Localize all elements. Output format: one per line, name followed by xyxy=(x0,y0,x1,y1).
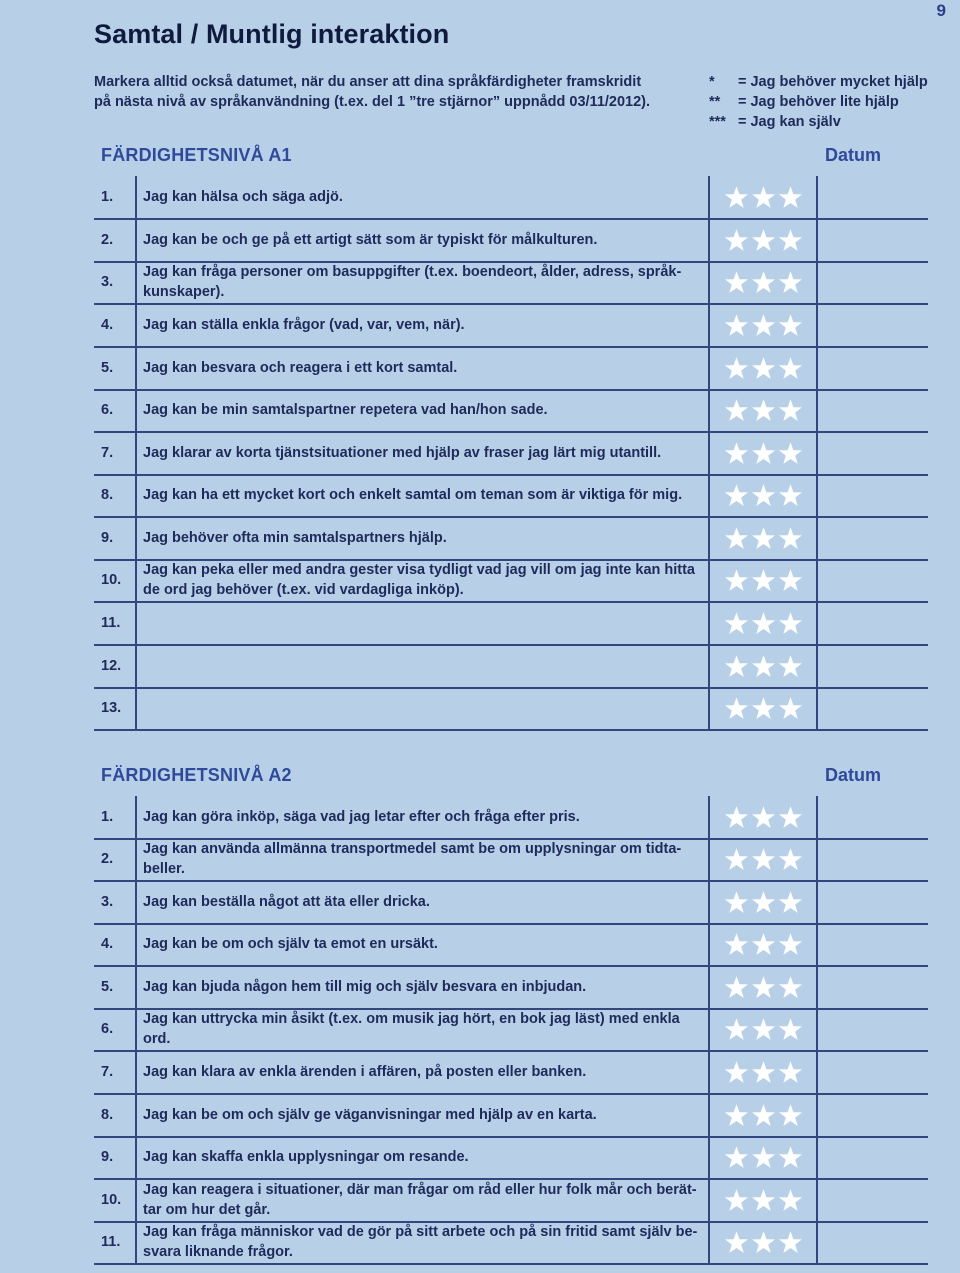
star-icon[interactable] xyxy=(778,356,803,381)
column-divider xyxy=(816,1221,818,1263)
column-divider xyxy=(816,602,818,644)
star-icon[interactable] xyxy=(724,975,749,1000)
datum-label: Datum xyxy=(825,145,882,165)
skill-row xyxy=(94,645,928,689)
star-icon[interactable] xyxy=(751,185,776,210)
star-icon[interactable] xyxy=(751,568,776,593)
column-divider xyxy=(135,432,137,474)
star-icon[interactable] xyxy=(778,526,803,551)
skill-row xyxy=(94,1136,928,1180)
datum-label: Datum xyxy=(825,765,882,785)
legend-text: = Jag behöver mycket hjälp xyxy=(738,74,928,90)
column-divider xyxy=(135,838,137,880)
star-icon[interactable] xyxy=(778,654,803,679)
intro-line: Markera alltid också datumet, när du anser att dina språkfärdigheter framskridit xyxy=(94,74,642,90)
item-number: 1. xyxy=(101,809,114,825)
item-text xyxy=(143,687,703,729)
star-rating[interactable] xyxy=(724,1008,803,1050)
star-rating[interactable] xyxy=(724,966,803,1008)
skill-row xyxy=(94,602,928,646)
star-rating[interactable] xyxy=(724,1221,803,1263)
star-icon[interactable] xyxy=(778,611,803,636)
star-icon[interactable] xyxy=(724,483,749,508)
star-rating[interactable] xyxy=(724,176,803,218)
item-number: 11. xyxy=(101,1234,121,1250)
star-icon[interactable] xyxy=(778,1060,803,1085)
star-icon[interactable] xyxy=(724,932,749,957)
item-number: 1. xyxy=(101,189,114,205)
column-divider xyxy=(135,923,137,965)
skill-row xyxy=(94,966,928,1010)
star-icon[interactable] xyxy=(751,890,776,915)
item-text: Jag kan hälsa och säga adjö. xyxy=(143,189,343,205)
item-number: 13. xyxy=(101,700,122,716)
column-divider xyxy=(135,645,137,687)
star-icon[interactable] xyxy=(751,805,776,830)
column-divider xyxy=(816,966,818,1008)
column-divider xyxy=(816,838,818,880)
column-divider xyxy=(135,176,137,218)
star-icon[interactable] xyxy=(724,1145,749,1170)
star-icon[interactable] xyxy=(724,1230,749,1255)
skill-row xyxy=(94,559,928,603)
star-rating[interactable] xyxy=(724,602,803,644)
column-divider xyxy=(816,881,818,923)
star-icon[interactable] xyxy=(751,1145,776,1170)
item-text: Jag kan be min samtalspartner repetera vad han/hon sade. xyxy=(143,402,548,418)
star-icon[interactable] xyxy=(778,1017,803,1042)
star-icon[interactable] xyxy=(724,568,749,593)
column-divider xyxy=(708,838,710,880)
column-divider xyxy=(135,1221,137,1263)
item-number: 2. xyxy=(101,851,114,867)
star-icon[interactable] xyxy=(778,185,803,210)
item-number: 6. xyxy=(101,402,114,418)
column-divider xyxy=(816,687,818,729)
column-divider xyxy=(816,1008,818,1050)
item-text: Jag kan be om och själv ge väganvisningar med hjälp av en karta. xyxy=(143,1107,597,1123)
column-divider xyxy=(816,1136,818,1178)
star-icon[interactable] xyxy=(751,526,776,551)
column-divider xyxy=(135,389,137,431)
star-rating[interactable] xyxy=(724,1136,803,1178)
skill-row xyxy=(94,1008,928,1052)
star-icon[interactable] xyxy=(724,356,749,381)
column-divider xyxy=(708,389,710,431)
column-divider xyxy=(135,602,137,644)
column-divider xyxy=(816,474,818,516)
column-divider xyxy=(135,261,137,303)
skill-row xyxy=(94,1094,928,1138)
skill-row xyxy=(94,474,928,518)
column-divider xyxy=(816,261,818,303)
star-icon[interactable] xyxy=(751,1060,776,1085)
star-icon[interactable] xyxy=(778,696,803,721)
column-divider xyxy=(816,1051,818,1093)
legend-text: = Jag behöver lite hjälp xyxy=(738,94,899,110)
column-divider xyxy=(135,881,137,923)
star-icon[interactable] xyxy=(751,270,776,295)
legend-symbol: ** xyxy=(709,94,721,110)
item-number: 12. xyxy=(101,658,122,674)
item-text: Jag kan be och ge på ett artigt sätt som är typiskt för målkulturen. xyxy=(143,232,598,248)
item-text: Jag kan besvara och reagera i ett kort samtal. xyxy=(143,360,458,376)
page-number: 9 xyxy=(936,1,946,20)
item-number: 10. xyxy=(101,1192,122,1208)
star-icon[interactable] xyxy=(751,696,776,721)
star-icon[interactable] xyxy=(751,398,776,423)
star-rating[interactable] xyxy=(724,687,803,729)
column-divider xyxy=(816,1094,818,1136)
star-rating[interactable] xyxy=(724,1179,803,1221)
column-divider xyxy=(708,261,710,303)
column-divider xyxy=(816,176,818,218)
item-text: Jag kan uttrycka min åsikt (t.ex. om musik jag hört, en bok jag läst) med enkla ord. xyxy=(143,1011,680,1047)
star-icon[interactable] xyxy=(778,847,803,872)
column-divider xyxy=(708,432,710,474)
item-text: Jag kan skaffa enkla upplysningar om resande. xyxy=(143,1149,469,1165)
legend-row xyxy=(709,72,928,92)
column-divider xyxy=(708,1179,710,1221)
star-icon[interactable] xyxy=(724,441,749,466)
skill-row xyxy=(94,432,928,476)
star-icon[interactable] xyxy=(724,847,749,872)
column-divider xyxy=(135,517,137,559)
star-rating[interactable] xyxy=(724,923,803,965)
item-number: 3. xyxy=(101,274,114,290)
item-number: 9. xyxy=(101,1149,114,1165)
item-text: Jag behöver ofta min samtalspartners hjälp. xyxy=(143,530,447,546)
item-number: 8. xyxy=(101,1107,114,1123)
column-divider xyxy=(816,559,818,601)
star-icon[interactable] xyxy=(778,1188,803,1213)
star-icon[interactable] xyxy=(778,1230,803,1255)
section-title: FÄRDIGHETSNIVÅ A1 xyxy=(101,145,292,165)
star-icon[interactable] xyxy=(751,313,776,338)
column-divider xyxy=(135,474,137,516)
column-divider xyxy=(816,304,818,346)
star-rating[interactable] xyxy=(724,474,803,516)
skill-row xyxy=(94,176,928,220)
column-divider xyxy=(135,1136,137,1178)
column-divider xyxy=(816,923,818,965)
item-number: 2. xyxy=(101,232,114,248)
column-divider xyxy=(708,1094,710,1136)
skill-row xyxy=(94,1221,928,1265)
column-divider xyxy=(708,687,710,729)
item-number: 6. xyxy=(101,1021,114,1037)
legend-text: = Jag kan själv xyxy=(738,114,841,130)
column-divider xyxy=(708,474,710,516)
star-icon[interactable] xyxy=(751,847,776,872)
column-divider xyxy=(816,432,818,474)
legend-symbol: *** xyxy=(709,114,726,130)
item-text: Jag kan göra inköp, säga vad jag letar efter och fråga efter pris. xyxy=(143,809,580,825)
skill-row xyxy=(94,261,928,305)
star-icon[interactable] xyxy=(751,1017,776,1042)
star-rating[interactable] xyxy=(724,796,803,838)
star-icon[interactable] xyxy=(724,1060,749,1085)
skill-row xyxy=(94,1051,928,1095)
column-divider xyxy=(816,389,818,431)
item-text: Jag kan ställa enkla frågor (vad, var, vem, när). xyxy=(143,317,465,333)
star-icon[interactable] xyxy=(778,483,803,508)
star-icon[interactable] xyxy=(724,1017,749,1042)
column-divider xyxy=(708,1136,710,1178)
column-divider xyxy=(816,645,818,687)
star-rating[interactable] xyxy=(724,838,803,880)
star-rating[interactable] xyxy=(724,389,803,431)
star-icon[interactable] xyxy=(778,441,803,466)
section-title: FÄRDIGHETSNIVÅ A2 xyxy=(101,765,292,785)
item-text: Jag kan bjuda någon hem till mig och själv besvara en inbjudan. xyxy=(143,979,587,995)
column-divider xyxy=(708,1221,710,1263)
column-divider xyxy=(135,304,137,346)
item-text: Jag kan ha ett mycket kort och enkelt samtal om teman som är viktiga för mig. xyxy=(143,487,683,503)
skill-row xyxy=(94,838,928,882)
column-divider xyxy=(816,517,818,559)
star-icon[interactable] xyxy=(751,356,776,381)
column-divider xyxy=(708,923,710,965)
item-text: Jag kan reagera i situationer, där man frågar om råd eller hur folk mår och berät-tar om hur det går. xyxy=(143,1182,697,1218)
skill-row xyxy=(94,881,928,925)
star-rating[interactable] xyxy=(724,559,803,601)
skill-row xyxy=(94,304,928,348)
star-icon[interactable] xyxy=(751,1103,776,1128)
skill-row xyxy=(94,389,928,433)
skill-row xyxy=(94,347,928,391)
legend-row xyxy=(709,112,928,132)
column-divider xyxy=(708,219,710,261)
item-text: Jag klarar av korta tjänstsituationer med hjälp av fraser jag lärt mig utantill. xyxy=(143,445,662,461)
star-icon[interactable] xyxy=(751,483,776,508)
column-divider xyxy=(708,645,710,687)
column-divider xyxy=(708,966,710,1008)
star-rating[interactable] xyxy=(724,645,803,687)
star-icon[interactable] xyxy=(778,313,803,338)
item-number: 3. xyxy=(101,894,114,910)
star-legend xyxy=(709,72,928,132)
star-icon[interactable] xyxy=(724,654,749,679)
item-text: Jag kan beställa något att äta eller dricka. xyxy=(143,894,430,910)
column-divider xyxy=(135,219,137,261)
star-icon[interactable] xyxy=(724,526,749,551)
star-icon[interactable] xyxy=(724,185,749,210)
star-rating[interactable] xyxy=(724,1051,803,1093)
column-divider xyxy=(708,517,710,559)
star-icon[interactable] xyxy=(751,654,776,679)
item-text: Jag kan klara av enkla ärenden i affären, på posten eller banken. xyxy=(143,1064,587,1080)
star-rating[interactable] xyxy=(724,261,803,303)
column-divider xyxy=(816,796,818,838)
legend-symbol: * xyxy=(709,74,715,90)
intro-text xyxy=(94,72,694,112)
star-icon[interactable] xyxy=(724,1103,749,1128)
star-icon[interactable] xyxy=(724,228,749,253)
star-icon[interactable] xyxy=(724,890,749,915)
star-icon[interactable] xyxy=(724,1188,749,1213)
star-icon[interactable] xyxy=(778,1103,803,1128)
legend-row xyxy=(709,92,928,112)
star-rating[interactable] xyxy=(724,219,803,261)
star-icon[interactable] xyxy=(751,441,776,466)
star-rating[interactable] xyxy=(724,1094,803,1136)
star-icon[interactable] xyxy=(778,568,803,593)
item-number: 4. xyxy=(101,317,114,333)
item-number: 4. xyxy=(101,936,114,952)
skill-row xyxy=(94,517,928,561)
star-icon[interactable] xyxy=(724,398,749,423)
star-icon[interactable] xyxy=(751,975,776,1000)
column-divider xyxy=(708,881,710,923)
column-divider xyxy=(708,796,710,838)
column-divider xyxy=(135,687,137,729)
column-divider xyxy=(708,559,710,601)
star-rating[interactable] xyxy=(724,432,803,474)
star-icon[interactable] xyxy=(724,270,749,295)
item-text: Jag kan fråga personer om basuppgifter (t.ex. boendeort, ålder, adress, språk-kunskaper). xyxy=(143,264,682,300)
page-title: Samtal / Muntlig interaktion xyxy=(94,19,450,49)
item-text: Jag kan peka eller med andra gester visa tydligt vad jag vill om jag inte kan hitta de ord jag behöver (t.ex. vid vardagliga inköp). xyxy=(143,562,695,598)
star-rating[interactable] xyxy=(724,517,803,559)
star-icon[interactable] xyxy=(751,228,776,253)
star-icon[interactable] xyxy=(778,975,803,1000)
star-icon[interactable] xyxy=(751,611,776,636)
star-icon[interactable] xyxy=(778,398,803,423)
star-icon[interactable] xyxy=(751,932,776,957)
star-icon[interactable] xyxy=(778,890,803,915)
skill-row xyxy=(94,1179,928,1223)
column-divider xyxy=(135,1008,137,1050)
item-number: 7. xyxy=(101,1064,114,1080)
column-divider xyxy=(816,1179,818,1221)
column-divider xyxy=(708,1051,710,1093)
star-icon[interactable] xyxy=(778,805,803,830)
star-icon[interactable] xyxy=(778,270,803,295)
star-icon[interactable] xyxy=(751,1188,776,1213)
column-divider xyxy=(135,796,137,838)
column-divider xyxy=(135,347,137,389)
item-text xyxy=(143,602,703,644)
item-number: 10. xyxy=(101,572,122,588)
star-icon[interactable] xyxy=(724,611,749,636)
column-divider xyxy=(708,602,710,644)
star-rating[interactable] xyxy=(724,347,803,389)
column-divider xyxy=(135,1051,137,1093)
item-number: 7. xyxy=(101,445,114,461)
item-text: Jag kan be om och själv ta emot en ursäkt. xyxy=(143,936,438,952)
column-divider xyxy=(708,304,710,346)
star-icon[interactable] xyxy=(724,313,749,338)
item-text: Jag kan fråga människor vad de gör på sitt arbete och på sin fritid samt själv be-svara liknande frågor. xyxy=(143,1224,698,1260)
star-icon[interactable] xyxy=(778,932,803,957)
intro-line: på nästa nivå av språkanvändning (t.ex. del 1 ”tre stjärnor” uppnådd 03/11/2012). xyxy=(94,94,651,110)
star-icon[interactable] xyxy=(778,1145,803,1170)
star-rating[interactable] xyxy=(724,304,803,346)
item-text xyxy=(143,645,703,687)
star-icon[interactable] xyxy=(724,805,749,830)
column-divider xyxy=(708,176,710,218)
column-divider xyxy=(816,347,818,389)
skill-row xyxy=(94,219,928,263)
star-icon[interactable] xyxy=(778,228,803,253)
column-divider xyxy=(135,559,137,601)
column-divider xyxy=(708,347,710,389)
column-divider xyxy=(135,1179,137,1221)
skill-row xyxy=(94,923,928,967)
column-divider xyxy=(135,966,137,1008)
item-text: Jag kan använda allmänna transportmedel samt be om upplysningar om tidta-beller. xyxy=(143,841,682,877)
item-number: 11. xyxy=(101,615,121,631)
star-icon[interactable] xyxy=(724,696,749,721)
star-icon[interactable] xyxy=(751,1230,776,1255)
item-number: 5. xyxy=(101,360,114,376)
column-divider xyxy=(708,1008,710,1050)
star-rating[interactable] xyxy=(724,881,803,923)
skill-row xyxy=(94,796,928,840)
column-divider xyxy=(135,1094,137,1136)
skill-row xyxy=(94,687,928,731)
item-number: 8. xyxy=(101,487,114,503)
item-number: 9. xyxy=(101,530,114,546)
item-number: 5. xyxy=(101,979,114,995)
column-divider xyxy=(816,219,818,261)
